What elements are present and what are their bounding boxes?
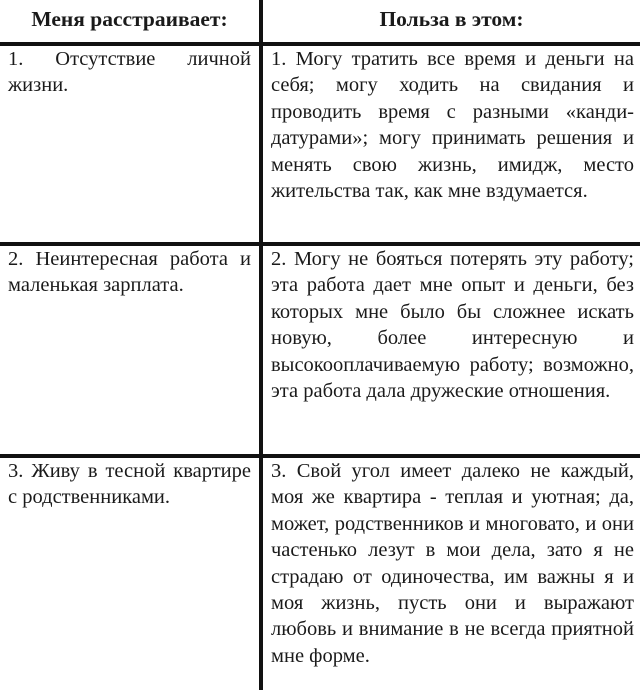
table-cell-benefit	[261, 244, 640, 456]
upset-text: 3. Живу в тесной квартире с родственниками.	[8, 460, 251, 509]
table-cell-upset	[0, 244, 261, 456]
table-row	[0, 244, 640, 456]
table-cell-upset	[0, 456, 261, 690]
table-cell-benefit	[261, 456, 640, 690]
table-row	[0, 456, 640, 690]
table-row	[0, 44, 640, 244]
header-benefit: Польза в этом:	[261, 0, 640, 44]
upset-text: 2. Неинтересная работа и маленькая зарплата.	[8, 248, 251, 297]
benefit-text: 1. Могу тратить все время и деньги на себя; могу ходить на свидания и проводить время с разными «кандидатурами»; могу принимать решения и менять свою жизнь, имидж, место жительства так, как мне вздумается.	[271, 48, 634, 203]
table-header-row	[0, 0, 640, 44]
table-cell-upset	[0, 44, 261, 244]
header-upsets: Меня расстраивает:	[0, 0, 261, 44]
table-cell-benefit	[261, 44, 640, 244]
benefit-text: 2. Могу не бояться потерять эту работу; эта работа дает мне опыт и деньги, без которых мне было бы сложнее искать новую, более интересную и высокооплачиваемую работу; возможно, эта работа дала дружеские отношения.	[271, 248, 634, 403]
benefit-text: 3. Свой угол имеет далеко не каждый, моя же квартира - теплая и уютная; да, может, родственников и многовато, и они частенько лезут в мои дела, зато я не страдаю от одиночества, им важны я и моя жизнь, пусть они и выражают любовь и внимание в не всегда приятной мне форме.	[271, 460, 634, 667]
upset-text: 1. Отсутствие личной жизни.	[8, 48, 251, 97]
